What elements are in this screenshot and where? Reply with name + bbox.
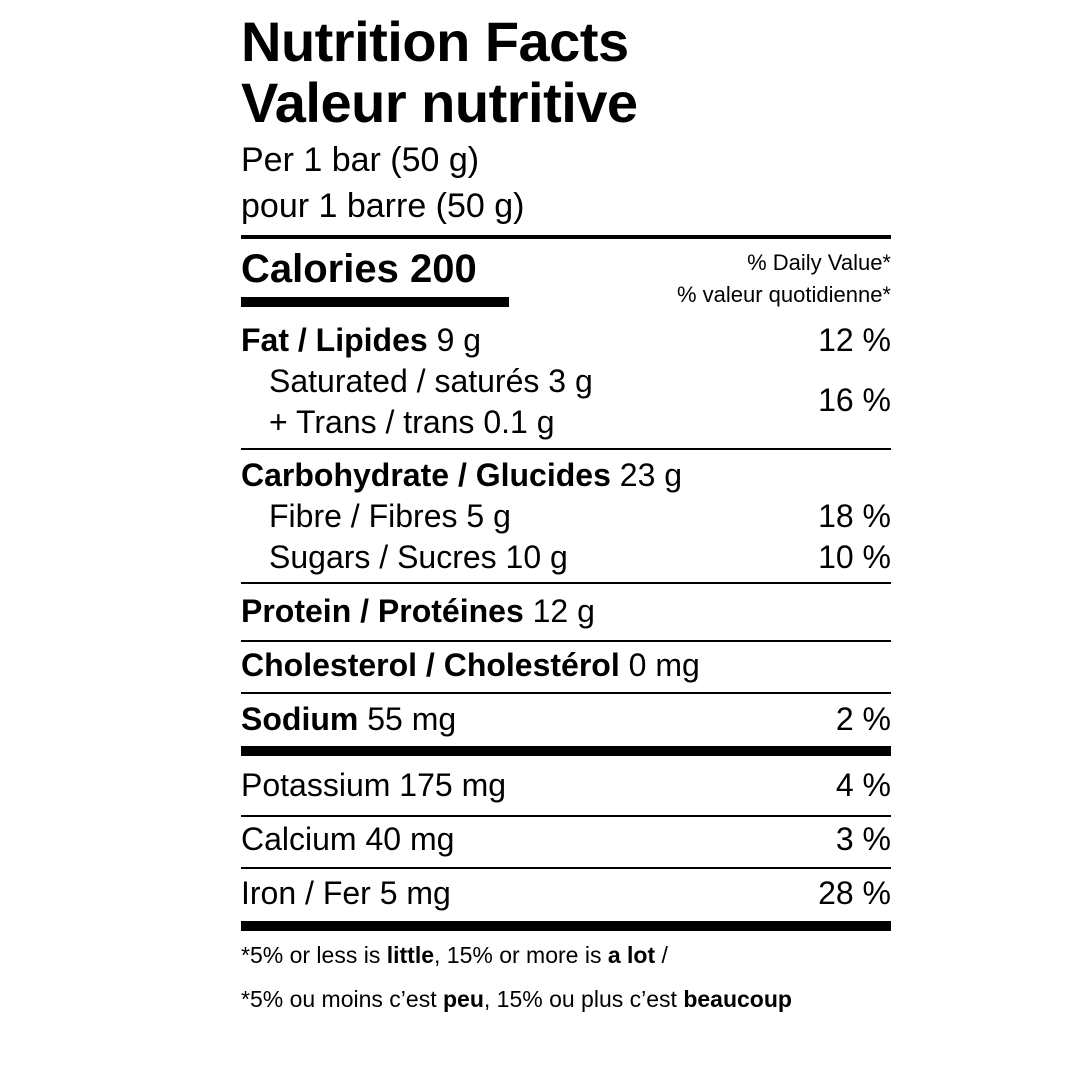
sodium-amount: 55 mg — [358, 701, 457, 737]
calories: Calories 200 — [241, 247, 477, 291]
footnote-text: , 15% ou plus c’est — [483, 986, 684, 1012]
thick-divider — [241, 746, 891, 756]
footnote-french — [241, 984, 792, 1014]
potassium-row — [241, 765, 891, 805]
thick-divider — [241, 921, 891, 931]
footnote-emphasis: peu — [442, 986, 484, 1012]
title-french: Valeur nutritive — [241, 71, 638, 134]
footnote-emphasis: a lot — [607, 942, 656, 968]
footnote-text: , 15% or more is — [434, 942, 608, 968]
cholesterol-name: Cholesterol / Cholestérol — [241, 647, 620, 683]
calcium-name: Calcium 40 mg — [241, 821, 455, 857]
trans-row — [241, 402, 891, 442]
protein-row — [241, 591, 891, 631]
carbohydrate-row — [241, 455, 891, 495]
saturated-row — [241, 361, 891, 401]
iron-row — [241, 873, 891, 913]
daily-value-header-french: % valeur quotidienne* — [676, 282, 891, 307]
sugars-name: Sugars / Sucres 10 g — [269, 539, 568, 575]
fat-row — [241, 320, 891, 360]
sugars-row — [241, 537, 891, 577]
divider — [241, 815, 891, 817]
iron-name: Iron / Fer 5 mg — [241, 875, 451, 911]
sodium-name: Sodium — [241, 701, 359, 737]
fibre-name: Fibre / Fibres 5 g — [269, 498, 511, 534]
divider — [241, 692, 891, 694]
protein-amount: 12 g — [523, 593, 595, 629]
divider — [241, 640, 891, 642]
fat-name: Fat / Lipides — [241, 322, 428, 358]
calories-underline — [241, 297, 509, 307]
protein-name: Protein / Protéines — [241, 593, 524, 629]
divider — [241, 582, 891, 584]
calcium-daily-value: 3 % — [835, 821, 891, 857]
carbohydrate-name: Carbohydrate / Glucides — [241, 457, 611, 493]
carbohydrate-amount: 23 g — [610, 457, 683, 493]
divider — [241, 235, 891, 239]
potassium-name: Potassium 175 mg — [241, 767, 507, 803]
footnote-emphasis: little — [386, 942, 434, 968]
title-english: Nutrition Facts — [241, 10, 629, 73]
sugars-daily-value: 10 % — [818, 539, 891, 575]
daily-value-header-english: % Daily Value* — [747, 250, 891, 275]
sodium-daily-value: 2 % — [835, 701, 891, 737]
footnote-text: / — [655, 942, 668, 968]
iron-daily-value: 28 % — [818, 875, 891, 911]
fat-daily-value: 12 % — [818, 322, 891, 358]
calcium-row — [241, 819, 891, 859]
serving-size-english: Per 1 bar (50 g) — [241, 141, 480, 179]
serving-size-french: pour 1 barre (50 g) — [241, 187, 525, 225]
fat-amount: 9 g — [427, 322, 482, 358]
potassium-daily-value: 4 % — [835, 767, 891, 803]
sodium-row — [241, 699, 891, 739]
divider — [241, 448, 891, 450]
footnote-english — [241, 940, 668, 970]
trans-name: + Trans / trans 0.1 g — [269, 404, 555, 440]
fibre-row — [241, 496, 891, 536]
cholesterol-row — [241, 645, 891, 685]
saturated-trans-daily-value: 16 % — [818, 382, 891, 418]
divider — [241, 867, 891, 869]
cholesterol-amount: 0 mg — [619, 647, 700, 683]
fibre-daily-value: 18 % — [818, 498, 891, 534]
footnote-text: *5% or less is — [241, 942, 387, 968]
saturated-name: Saturated / saturés 3 g — [269, 363, 593, 399]
footnote-text: *5% ou moins c’est — [241, 986, 443, 1012]
footnote-emphasis: beaucoup — [683, 986, 792, 1012]
